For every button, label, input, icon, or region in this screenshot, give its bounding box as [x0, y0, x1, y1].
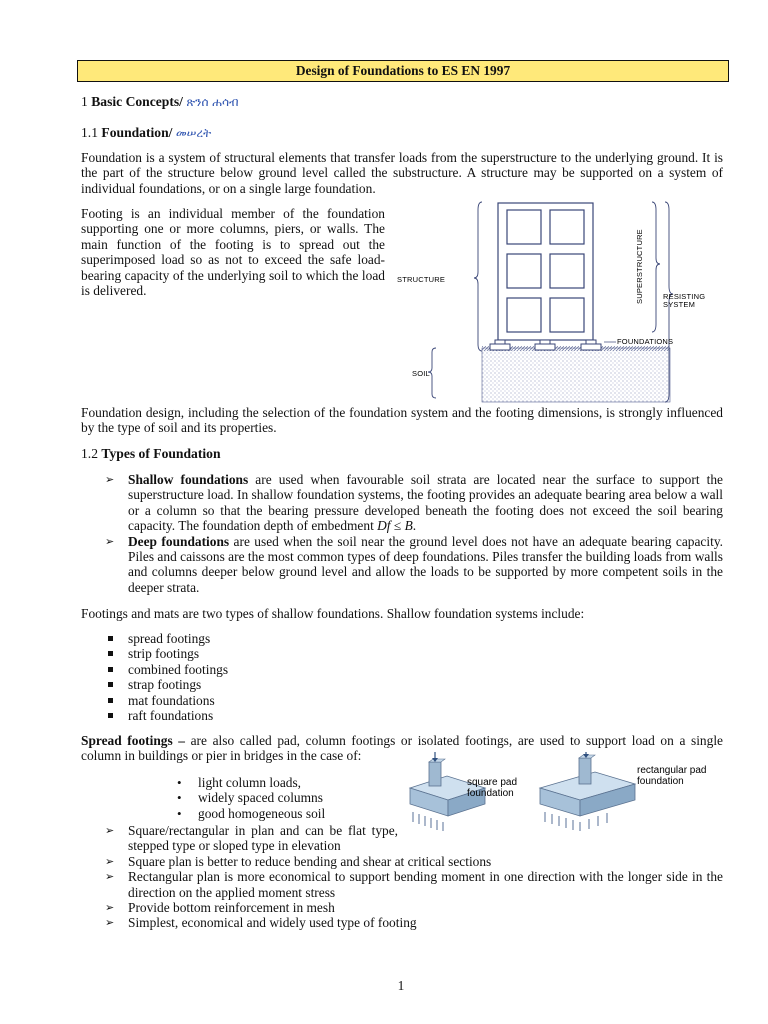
- label-rect-pad-1: rectangular pad: [637, 765, 707, 776]
- text-shallow: are used when favourable soil strata are located near the surface to support the superstructure load. In shallow foundation systems, the footing provides an adequate bearing area below a wall or a column so that the bearing pressure developed beneath the footing does not exceed the soil bearing capacity. The foundation depth of embedment: [128, 472, 723, 534]
- label-system: SYSTEM: [663, 300, 696, 309]
- list-item: spread footings: [81, 631, 481, 646]
- footings: [490, 340, 601, 350]
- list-item: combined footings: [81, 662, 481, 677]
- foundation-types-list: [81, 472, 723, 595]
- section-1-2-label: Types of Foundation: [101, 446, 221, 461]
- label-soil: SOIL: [412, 369, 430, 378]
- paragraph-footing: Footing is an individual member of the foundation supporting one or more columns, piers, or walls. The main function of the footing is to spread out the superimposed load so as not to exceed the safe load-bearing capacity of the underlying soil to which the load is delivered.: [81, 206, 385, 299]
- list-item: ➢ Rectangular plan is more economical to support bending moment in one direction with the longer side in the direction on the applied moment stress: [81, 869, 723, 900]
- list-item: ➢ Square plan is better to reduce bending and shear at critical sections: [81, 854, 723, 869]
- section-1-1-number: 1.1: [81, 125, 98, 140]
- label-foundations: FOUNDATIONS: [617, 337, 674, 346]
- term-shallow: Shallow foundations: [128, 472, 249, 487]
- shallow-systems-list: [81, 631, 481, 723]
- list-item: strap footings: [81, 677, 481, 692]
- paragraph-shallow-systems: Footings and mats are two types of shallow foundations. Shallow foundation systems include:: [81, 606, 585, 621]
- list-item: mat foundations: [81, 693, 481, 708]
- section-1-1-amharic: መሠረት: [175, 126, 212, 140]
- list-item: strip footings: [81, 646, 481, 661]
- list-item: ➢ Simplest, economical and widely used type of footing: [81, 915, 723, 930]
- section-1-1-label: Foundation/: [101, 125, 173, 140]
- list-item: ➢ Provide bottom reinforcement in mesh: [81, 900, 723, 915]
- document-title: Design of Foundations to ES EN 1997: [77, 60, 729, 82]
- pad-foundation-diagram: [405, 752, 725, 832]
- list-item: • widely spaced columns: [81, 790, 401, 805]
- text-spread-footings: are also called pad, column footings or isolated footings, are used to support load on a single column in buildings or pier in bridges in the case of:: [81, 733, 723, 764]
- label-structure: STRUCTURE: [397, 275, 446, 284]
- section-1-amharic: ጽንሰ ሐሳብ: [186, 95, 239, 109]
- label-resisting: RESISTING: [663, 292, 706, 301]
- label-square-pad-2: foundation: [467, 788, 514, 799]
- list-item: ➢ Square/rectangular in plan and can be flat type, stepped type or sloped type in elevation: [81, 823, 398, 854]
- superstructure-bracket: [652, 202, 660, 332]
- paragraph-design: Foundation design, including the selection of the foundation system and the footing dimensions, is strongly influenced by the type of soil and its properties.: [81, 405, 723, 436]
- section-1-1-heading: [81, 125, 211, 141]
- section-1-2-heading: [81, 446, 221, 461]
- section-1-label: Basic Concepts/: [91, 94, 183, 109]
- rectangular-pad-foundation: [540, 752, 635, 831]
- list-item: • good homogeneous soil: [81, 806, 401, 821]
- term-spread-footings: Spread footings –: [81, 733, 185, 748]
- section-1-heading: [81, 94, 239, 110]
- structure-bracket: [474, 202, 482, 351]
- math-embedment: Df ≤ B: [377, 518, 413, 534]
- term-deep: Deep foundations: [128, 533, 230, 549]
- page-number: 1: [397, 978, 405, 993]
- label-square-pad-1: square pad: [467, 777, 518, 788]
- list-item-shallow: [81, 472, 723, 534]
- structure-foundation-diagram: [390, 196, 728, 406]
- list-item: raft foundations: [81, 708, 481, 723]
- shallow-end: .: [412, 518, 417, 534]
- label-rect-pad-2: foundation: [637, 776, 684, 787]
- soil-block: [482, 348, 670, 402]
- text-deep: are used when the soil near the ground level does not have an adequate bearing capacity. Piles and caissons are the most common types of deep foundations. Piles transfer the building loads from walls and columns deeper below ground level and allow the loads to be supported by more competent soils in the deeper strata.: [128, 533, 723, 595]
- list-item-deep: [81, 534, 723, 596]
- paragraph-foundation: Foundation is a system of structural elements that transfer loads from the superstructure to the underlying ground. It is the part of the structure below ground level called the substructure. A structure may be supported on a system of individual foundations, or on a single large foundation.: [81, 150, 723, 196]
- label-superstructure: SUPERSTRUCTURE: [635, 229, 644, 304]
- section-1-number: 1: [81, 94, 88, 109]
- building-frame: [498, 203, 593, 340]
- section-1-2-number: 1.2: [81, 446, 98, 461]
- list-item: • light column loads,: [81, 775, 401, 790]
- spread-cases-list: [81, 775, 401, 821]
- spread-notes-list: [81, 823, 723, 931]
